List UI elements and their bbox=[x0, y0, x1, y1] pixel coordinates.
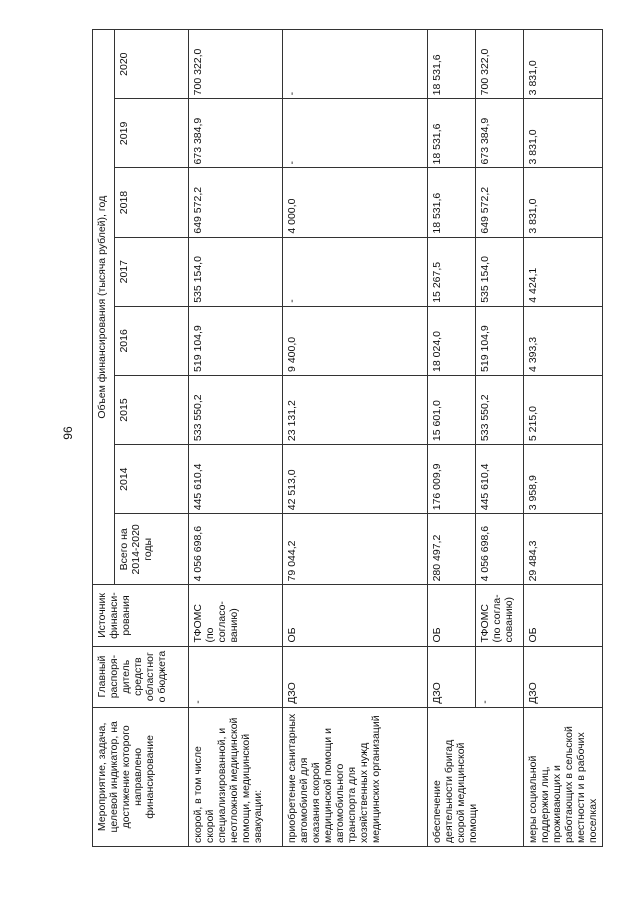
cell-total: 29 484,3 bbox=[524, 514, 603, 585]
cell-value: 3 831,0 bbox=[524, 30, 603, 99]
cell-value: 176 009,9 bbox=[428, 445, 476, 514]
cell-activity: скорой, в том числе скорой специализированной, и неотложной медицинской помощи, медицинской эвакуации: bbox=[189, 707, 283, 846]
cell-value: 23 131,2 bbox=[283, 375, 428, 444]
header-year: 2018 bbox=[115, 168, 189, 237]
cell-value: 700 322,0 bbox=[476, 30, 524, 99]
cell-value: 445 610,4 bbox=[476, 445, 524, 514]
header-year: 2017 bbox=[115, 237, 189, 306]
cell-value: 3 831,0 bbox=[524, 168, 603, 237]
header-source: Источник финанси-рования bbox=[93, 585, 189, 646]
cell-value: 445 610,4 bbox=[189, 445, 283, 514]
cell-value: 519 104,9 bbox=[189, 306, 283, 375]
cell-value: 5 215,0 bbox=[524, 375, 603, 444]
cell-value: 533 550,2 bbox=[189, 375, 283, 444]
cell-source: ОБ bbox=[283, 585, 428, 646]
header-volume-group: Объем финансирования (тысяча рублей), год bbox=[93, 30, 115, 585]
header-year: 2015 bbox=[115, 375, 189, 444]
cell-value: 649 572,2 bbox=[189, 168, 283, 237]
cell-total: 280 497,2 bbox=[428, 514, 476, 585]
cell-distributor: ДЗО bbox=[428, 646, 476, 707]
cell-distributor: - bbox=[189, 646, 283, 707]
cell-value: - bbox=[283, 99, 428, 168]
cell-distributor: ДЗО bbox=[283, 646, 428, 707]
cell-value: - bbox=[283, 30, 428, 99]
cell-value: - bbox=[283, 237, 428, 306]
cell-value: 673 384,9 bbox=[189, 99, 283, 168]
table-row bbox=[189, 30, 283, 847]
cell-value: 4 424,1 bbox=[524, 237, 603, 306]
cell-value: 649 572,2 bbox=[476, 168, 524, 237]
cell-distributor: - bbox=[476, 646, 524, 707]
table-row bbox=[524, 30, 603, 847]
cell-activity: меры социальной поддержки лиц, проживающих и работающих в сельской местности и в рабочих поселках bbox=[524, 707, 603, 846]
cell-value: 535 154,0 bbox=[476, 237, 524, 306]
cell-value: 18 531,6 bbox=[428, 30, 476, 99]
cell-value: 15 601,0 bbox=[428, 375, 476, 444]
cell-value: 535 154,0 bbox=[189, 237, 283, 306]
cell-source: ТФОМС (по согла-сованию) bbox=[476, 585, 524, 646]
cell-activity: обеспечение деятельности бригад скорой медицинской помощи bbox=[428, 707, 524, 846]
cell-value: 18 531,6 bbox=[428, 168, 476, 237]
header-distributor: Главный распоря-дитель средств областного бюджета bbox=[93, 646, 189, 707]
cell-total: 79 044,2 bbox=[283, 514, 428, 585]
cell-total: 4 056 698,6 bbox=[476, 514, 524, 585]
table-row bbox=[428, 30, 476, 847]
header-year: 2016 bbox=[115, 306, 189, 375]
cell-value: 9 400,0 bbox=[283, 306, 428, 375]
cell-distributor: ДЗО bbox=[524, 646, 603, 707]
cell-source: ОБ bbox=[428, 585, 476, 646]
cell-value: 18 531,6 bbox=[428, 99, 476, 168]
cell-value: 700 322,0 bbox=[189, 30, 283, 99]
header-year: 2020 bbox=[115, 30, 189, 99]
financing-table-rotated bbox=[92, 29, 599, 847]
header-total: Всего на 2014-2020 годы bbox=[115, 514, 189, 585]
cell-value: 519 104,9 bbox=[476, 306, 524, 375]
header-year: 2014 bbox=[115, 445, 189, 514]
cell-value: 3 831,0 bbox=[524, 99, 603, 168]
financing-table bbox=[92, 29, 603, 847]
cell-value: 4 393,3 bbox=[524, 306, 603, 375]
cell-total: 4 056 698,6 bbox=[189, 514, 283, 585]
cell-source: ТФОМС (по согласо-ванию) bbox=[189, 585, 283, 646]
cell-source: ОБ bbox=[524, 585, 603, 646]
table-row bbox=[283, 30, 428, 847]
cell-activity: приобретение санитарных автомобилей для оказания скорой медицинской помощи и автомобильного транспорта для хозяйственных нужд медицинских организаций bbox=[283, 707, 428, 846]
cell-value: 4 000,0 bbox=[283, 168, 428, 237]
cell-value: 42 513,0 bbox=[283, 445, 428, 514]
header-activity: Мероприятие, задача, целевой индикатор, на достижение которого направлено финансирование bbox=[93, 707, 189, 846]
page-number: 96 bbox=[61, 426, 75, 440]
cell-value: 18 024,0 bbox=[428, 306, 476, 375]
cell-value: 15 267,5 bbox=[428, 237, 476, 306]
cell-value: 533 550,2 bbox=[476, 375, 524, 444]
cell-value: 673 384,9 bbox=[476, 99, 524, 168]
header-year: 2019 bbox=[115, 99, 189, 168]
cell-value: 3 958,9 bbox=[524, 445, 603, 514]
